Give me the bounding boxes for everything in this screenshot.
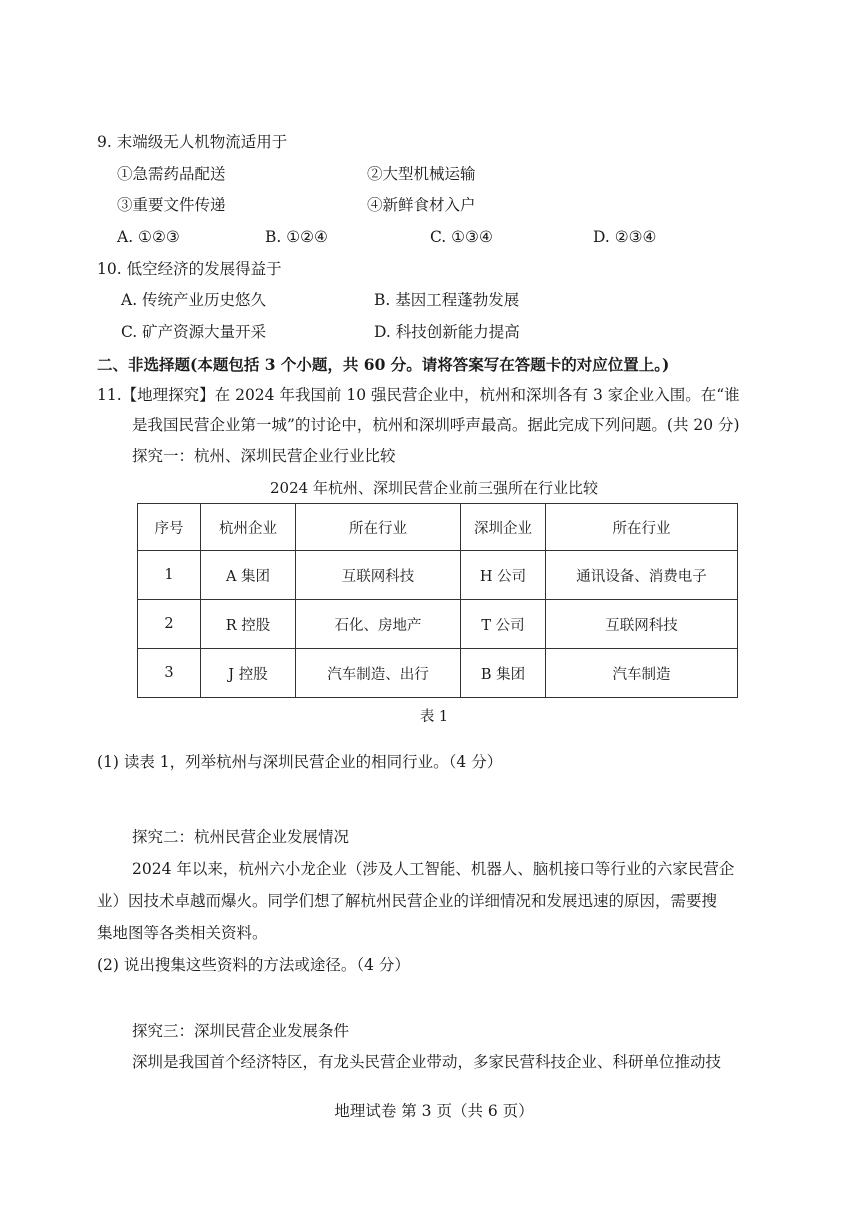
table-cell: J 控股: [201, 649, 296, 698]
q9-item-3: ③重要文件传递: [117, 196, 226, 214]
q10-stem: 10. 低空经济的发展得益于: [97, 260, 282, 278]
table-cell: 石化、房地产: [296, 600, 461, 649]
table-cell: 汽车制造: [546, 649, 738, 698]
q9-item-1: ①急需药品配送: [117, 165, 226, 183]
explore3-para-line1: 深圳是我国首个经济特区，有龙头民营企业带动，多家民营科技企业、科研单位推动技: [132, 1053, 722, 1071]
q9-item-4: ④新鲜食材入户: [367, 196, 476, 214]
explore2-heading: 探究二：杭州民营企业发展情况: [132, 828, 350, 846]
explore2-para-line1: 2024 年以来，杭州六小龙企业（涉及人工智能、机器人、脑机接口等行业的六家民营企: [132, 860, 735, 878]
table-cell: 2: [138, 600, 201, 649]
table-title: 2024 年杭州、深圳民营企业前三强所在行业比较: [270, 479, 598, 497]
table-cell: 汽车制造、出行: [296, 649, 461, 698]
explore1-heading: 探究一：杭州、深圳民营企业行业比较: [132, 447, 396, 465]
sub-question-1: (1) 读表 1，列举杭州与深圳民营企业的相同行业。（4 分）: [97, 753, 503, 771]
q9-choice-d: D. ②③④: [593, 228, 657, 246]
q9-item-2: ②大型机械运输: [367, 165, 476, 183]
table-cell: T 公司: [461, 600, 546, 649]
table-header-cell: 杭州企业: [201, 504, 296, 551]
explore2-para-line2: 业）因技术卓越而爆火。同学们想了解杭州民营企业的详细情况和发展迅速的原因，需要搜: [97, 892, 718, 910]
page-footer: 地理试卷 第 3 页（共 6 页）: [334, 1102, 534, 1120]
table-cell: 互联网科技: [546, 600, 738, 649]
q10-choice-a: A. 传统产业历史悠久: [121, 291, 267, 309]
table-header-cell: 深圳企业: [461, 504, 546, 551]
table-header-cell: 所在行业: [296, 504, 461, 551]
table-cell: B 集团: [461, 649, 546, 698]
table-cell: 互联网科技: [296, 551, 461, 600]
section2-heading: 二、非选择题(本题包括 3 个小题，共 60 分。请将答案写在答题卡的对应位置上。): [97, 355, 670, 374]
q9-choice-c: C. ①③④: [430, 228, 493, 246]
table-row: [138, 649, 738, 698]
table-header-cell: 序号: [138, 504, 201, 551]
table-row: [138, 551, 738, 600]
table-header-cell: 所在行业: [546, 504, 738, 551]
q9-choice-a: A. ①②③: [117, 228, 180, 246]
sub-question-2: (2) 说出搜集这些资料的方法或途径。（4 分）: [97, 956, 410, 974]
table-header-row: [138, 504, 738, 551]
table-cell: A 集团: [201, 551, 296, 600]
table-row: [138, 600, 738, 649]
table-cell: H 公司: [461, 551, 546, 600]
q11-line2: 是我国民营企业第一城”的讨论中，杭州和深圳呼声最高。据此完成下列问题。(共 20 分): [132, 416, 740, 434]
table-cell: 3: [138, 649, 201, 698]
table-cell: 通讯设备、消费电子: [546, 551, 738, 600]
q10-choice-b: B. 基因工程蓬勃发展: [374, 291, 520, 309]
q9-choice-b: B. ①②④: [265, 228, 328, 246]
table-cell: 1: [138, 551, 201, 600]
q11-line1: 11.【地理探究】在 2024 年我国前 10 强民营企业中，杭州和深圳各有 3 家企业入围。在“谁: [97, 386, 740, 404]
explore2-para-line3: 集地图等各类相关资料。: [97, 924, 268, 942]
explore3-heading: 探究三：深圳民营企业发展条件: [132, 1022, 350, 1040]
q10-choice-d: D. 科技创新能力提高: [374, 323, 520, 341]
industry-comparison-table: [137, 503, 738, 698]
q10-choice-c: C. 矿产资源大量开采: [121, 323, 267, 341]
table-cell: R 控股: [201, 600, 296, 649]
q9-stem: 9. 末端级无人机物流适用于: [97, 133, 288, 151]
table-caption: 表 1: [419, 709, 449, 725]
